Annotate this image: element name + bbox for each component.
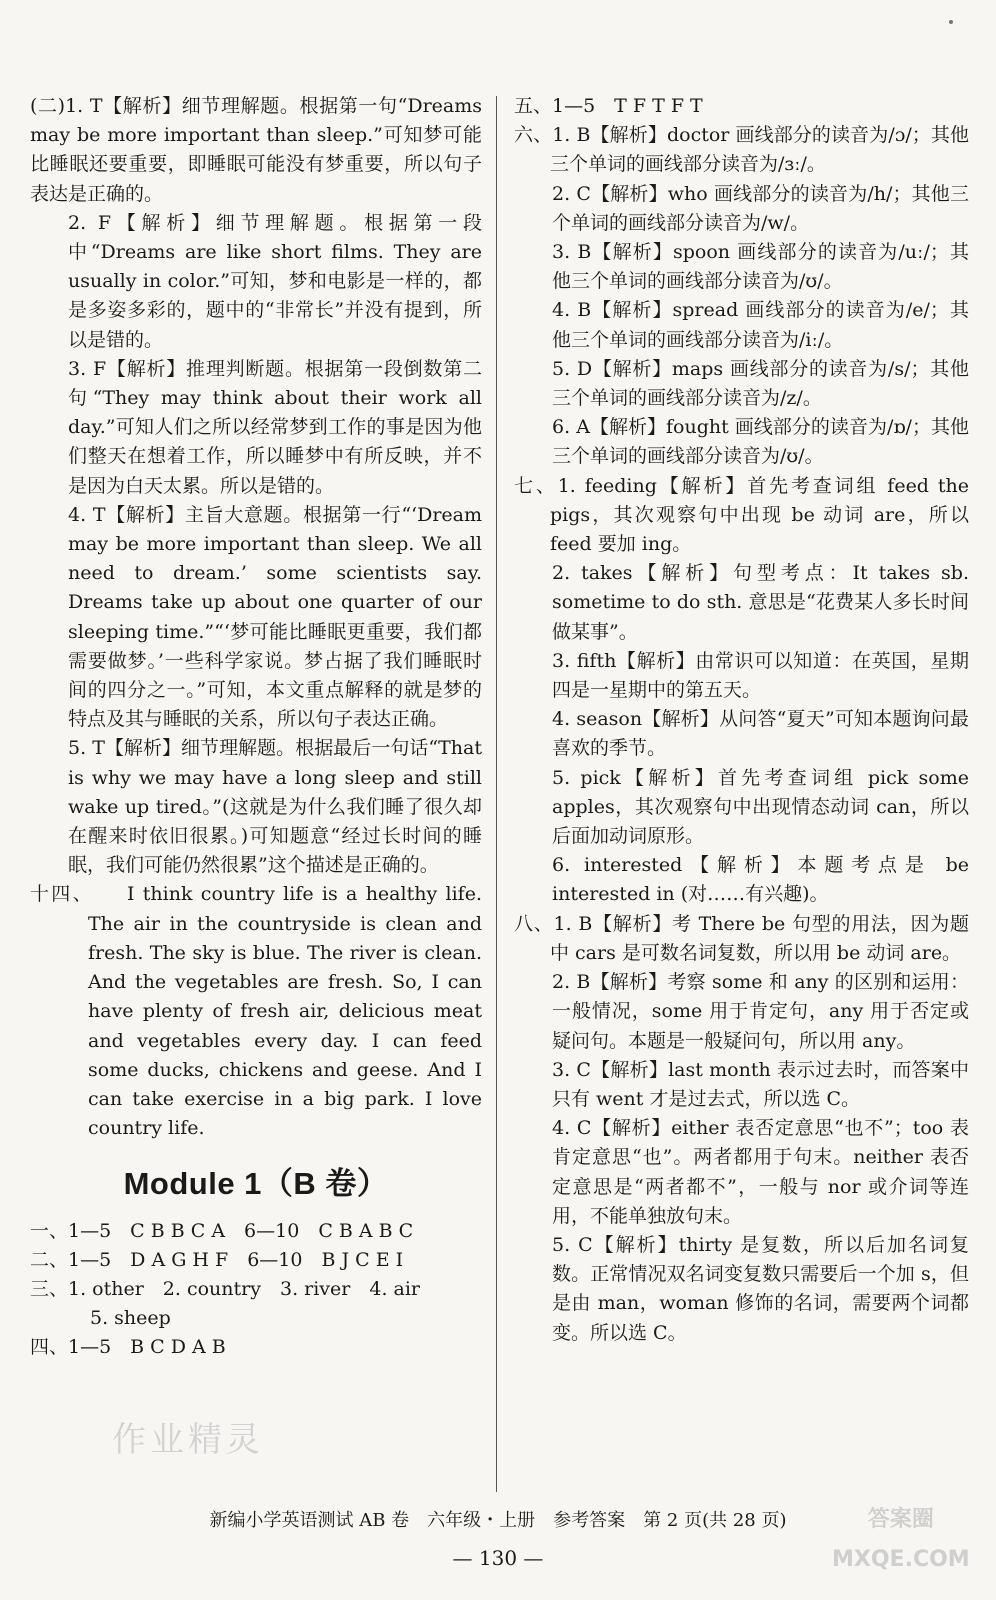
left-paragraph: 4. T【解析】主旨大意题。根据第一行“‘Dream may be more important than sleep. We all need to dream.’ some scientists say. Dreams take up about one quarter of our sleeping time.”“‘梦可能比睡眠更重要，我们都需要做梦。’一些科学家说。梦占据了我们睡眠时间的四分之一。”可知，本文重点解释的就是梦的特点及其与睡眠的关系，所以句子表达正确。	[68, 503, 482, 731]
right-paragraph: 七、1. feeding【解析】首先考查词组 feed the pigs，其次观察句中出现 be 动词 are，所以 feed 要加 ing。	[514, 474, 969, 556]
watermark-right-bottom: MXQE.COM	[832, 1547, 970, 1572]
left-paragraph: 2. F【解析】细节理解题。根据第一段中“Dreams are like short films. They are usually in color.”可知，梦和电影是一样的，都是多姿多彩的，题中的“非常长”并没有提到，所以是错的。	[68, 211, 482, 351]
left-paragraph: 3. F【解析】推理判断题。根据第一段倒数第二句“They may think about their work all day.”可知人们之所以经常梦到工作的事是因为他们整天在想着工作，所以睡梦中有所反映，并不是因为白天太累。所以是错的。	[68, 357, 482, 497]
page-number: — 130 —	[452, 1546, 544, 1570]
right-paragraph: 6. A【解析】fought 画线部分的读音为/ɒ/；其他三个单词的画线部分读音为/ʊ/。	[552, 416, 969, 468]
right-paragraph: 5. C【解析】thirty 是复数，所以后加名词复数。正常情况双名词变复数只需要后一个加 s，但是由 man，woman 修饰的名词，需要两个词都变。所以选 C。	[552, 1233, 969, 1344]
right-paragraph: 6. interested【解析】本题考点是 be interested in (对……有兴趣)。	[552, 854, 969, 906]
left-paragraph: 5. T【解析】细节理解题。根据最后一句话“That is why we may have a long sleep and still wake up tired。”(这就是为什么我们睡了很久却在醒来时依旧很累。)可知题意“经过长时间的睡眠，我们可能仍然很累”这个描述是正确的。	[68, 737, 482, 877]
right-paragraph: 3. B【解析】spoon 画线部分的读音为/uː/；其他三个单词的画线部分读音为/ʊ/。	[552, 241, 969, 293]
section-title: Module 1（B 卷）	[123, 1166, 389, 1202]
left-paragraph: 一、1—5 C B B C A 6—10 C B A B C	[30, 1219, 414, 1242]
right-paragraph: 五、1—5 T F T F T	[514, 95, 703, 117]
right-column	[514, 92, 969, 1348]
right-paragraph: 4. C【解析】either 表否定意思“也不”；too 表肯定意思“也”。两者都用于句末。neither 表否定意思是“两者都不”，一般与 nor 或介词等连用，不能单独放句末。	[552, 1117, 969, 1227]
right-paragraph: 2. C【解析】who 画线部分的读音为/h/；其他三个单词的画线部分读音为/w/。	[552, 182, 969, 234]
column-divider	[496, 96, 497, 1492]
left-paragraph: 四、1—5 B C D A B	[30, 1336, 226, 1359]
watermark-right-top: 答案圈	[867, 1507, 934, 1532]
right-paragraph: 2. B【解析】考察 some 和 any 的区别和运用：一般情况，some 用于肯定句，any 用于否定或疑问句。本题是一般疑问句，所以用 any。	[552, 971, 969, 1052]
left-paragraph: 5. sheep	[90, 1307, 171, 1330]
right-paragraph: 八、1. B【解析】考 There be 句型的用法，因为题中 cars 是可数名词复数，所以用 be 动词 are。	[514, 912, 969, 964]
right-paragraph: 4. B【解析】spread 画线部分的读音为/e/；其他三个单词的画线部分读音为/iː/。	[552, 299, 969, 351]
right-paragraph: 六、1. B【解析】doctor 画线部分的读音为/ɔ/；其他三个单词的画线部分读音为/ɜː/。	[514, 124, 969, 176]
footer: 新编小学英语测试 AB 卷 六年级・上册 参考答案 第 2 页(共 28 页)	[209, 1510, 787, 1531]
watermark-left: 作业精灵	[112, 1420, 264, 1460]
right-paragraph: 3. C【解析】last month 表示过去时，而答案中只有 went 才是过去式，所以选 C。	[552, 1058, 969, 1110]
speck	[949, 20, 953, 24]
right-paragraph: 4. season【解析】从问答“夏天”可知本题询问最喜欢的季节。	[552, 708, 969, 760]
left-paragraph: 三、1. other 2. country 3. river 4. air	[30, 1277, 421, 1300]
left-paragraph: 二、1—5 D A G H F 6—10 B J C E I	[30, 1248, 404, 1271]
right-paragraph: 2. takes【解析】句型考点：It takes sb. sometime to do sth. 意思是“花费某人多长时间做某事”。	[552, 562, 969, 643]
left-paragraph: (二)1. T【解析】细节理解题。根据第一句“Dreams may be more important than sleep.”可知梦可能比睡眠还要重要，即睡眠可能没有梦重要，所以句子表达是正确的。	[30, 95, 482, 205]
left-column	[30, 92, 482, 1363]
right-paragraph: 5. pick【解析】首先考查词组 pick some apples，其次观察句中出现情态动词 can，所以后面加动词原形。	[552, 766, 969, 848]
right-paragraph: 3. fifth【解析】由常识可以知道：在英国，星期四是一星期中的第五天。	[552, 649, 969, 702]
right-paragraph: 5. D【解析】maps 画线部分的读音为/s/；其他三个单词的画线部分读音为/z/。	[552, 357, 969, 410]
left-paragraph: 十四、 I think country life is a healthy life. The air in the countryside is clean and fresh. The sky is blue. The river is clean. And the vegetables are fresh. So, I can have plenty of fresh air, delicious meat and vegetables every day. I can feed some ducks, chickens and geese. And I can take exercise in a big park. I love country life.	[30, 883, 482, 1140]
